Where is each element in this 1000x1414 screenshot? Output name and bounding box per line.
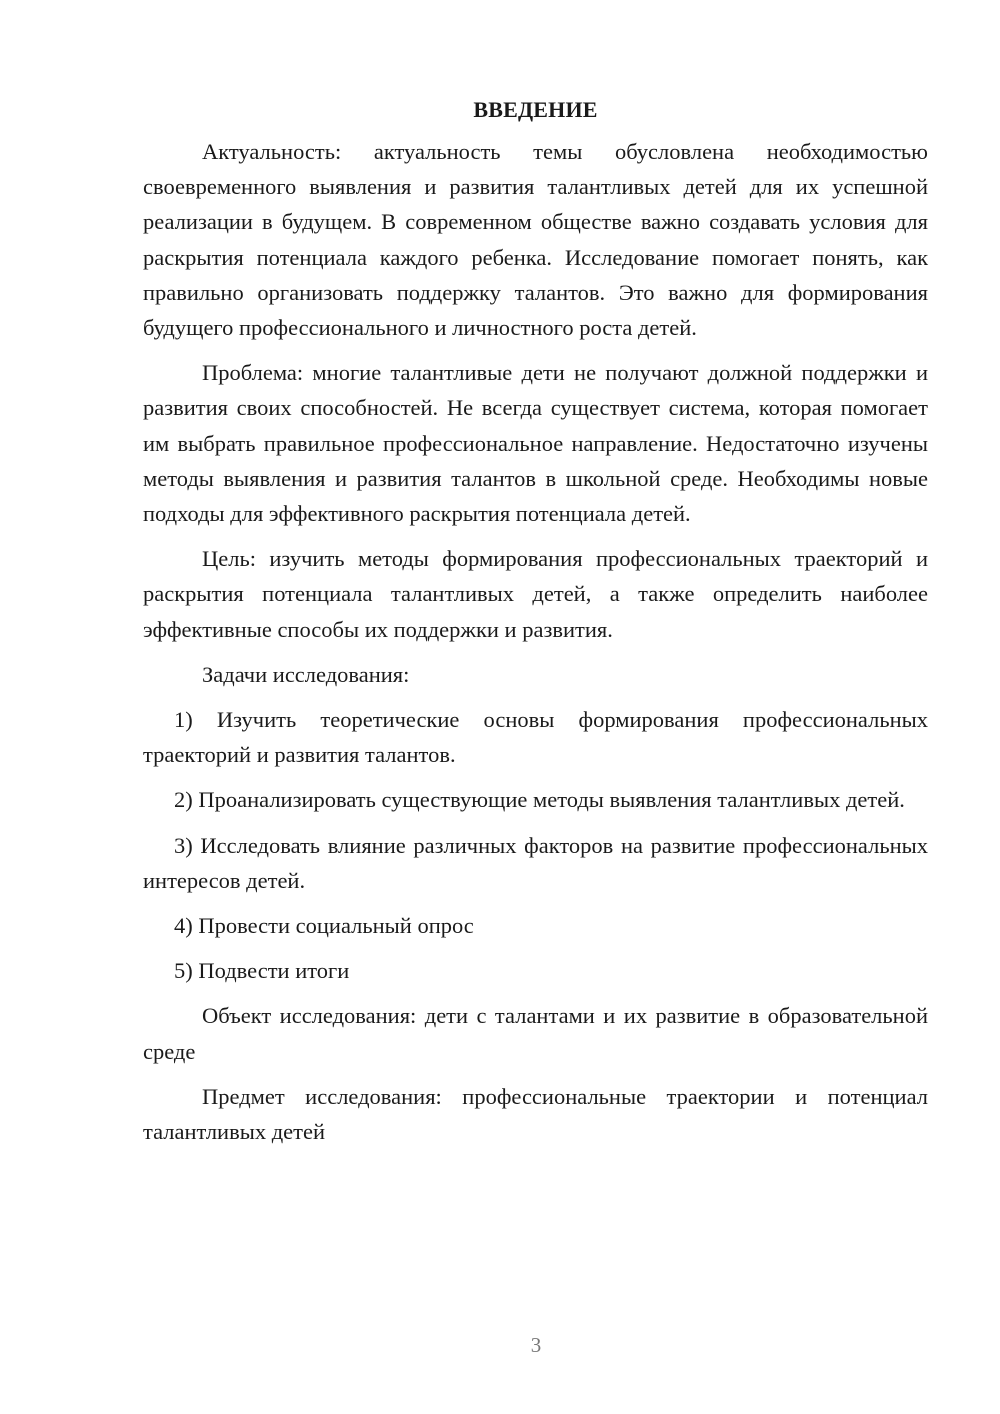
task-item-2: 2) Проанализировать существующие методы выявления талантливых детей. bbox=[174, 787, 905, 813]
task-item-4: 4) Провести социальный опрос bbox=[174, 913, 474, 939]
paragraph-goal: Цель: изучить методы формирования профессиональных траекторий и раскрытия потенциала талантливых детей, а также определить наиболее эффективные способы их поддержки и развития. bbox=[143, 546, 928, 642]
page-number: 3 bbox=[530, 1333, 542, 1357]
paragraph-object: Объект исследования: дети с талантами и их развитие в образовательной среде bbox=[143, 1003, 928, 1064]
paragraph-relevance: Актуальность: актуальность темы обусловлена необходимостью своевременного выявления и развития талантливых детей для их успешной реализации в будущем. В современном обществе важно создавать условия для раскрытия потенциала каждого ребенка. Исследование помогает понять, как правильно организовать поддержку талантов. Это важно для формирования будущего профессионального и личностного роста детей. bbox=[143, 139, 928, 341]
task-item-1: 1) Изучить теоретические основы формирования профессиональных траекторий и развития талантов. bbox=[143, 707, 928, 768]
tasks-heading: Задачи исследования: bbox=[202, 661, 410, 687]
task-item-5: 5) Подвести итоги bbox=[174, 958, 350, 984]
task-item-3: 3) Исследовать влияние различных факторов на развитие профессиональных интересов детей. bbox=[143, 832, 928, 893]
paragraph-subject: Предмет исследования: профессиональные траектории и потенциал талантливых детей bbox=[143, 1083, 928, 1145]
section-title: ВВЕДЕНИЕ bbox=[473, 97, 598, 122]
document-page bbox=[143, 92, 928, 1159]
paragraph-problem: Проблема: многие талантливые дети не получают должной поддержки и развития своих способностей. Не всегда существует система, которая помогает им выбрать правильное профессиональное направление. Недостаточно изучены методы выявления и развития талантов в школьной среде. Необходимы новые подходы для эффективного раскрытия потенциала детей. bbox=[143, 360, 928, 527]
